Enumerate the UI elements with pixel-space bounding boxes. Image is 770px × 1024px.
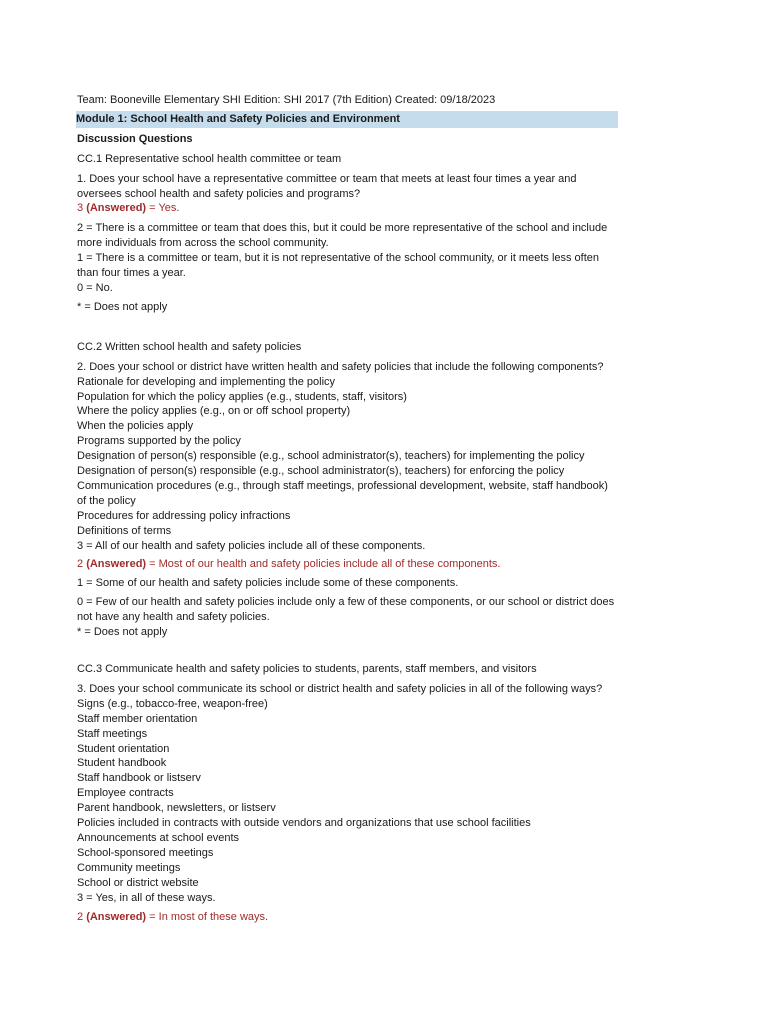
q3-item: Policies included in contracts with outside vendors and organizations that use school facilities [77,817,531,830]
q3-item: School or district website [77,876,199,889]
q1-answer [77,201,617,216]
q3-item: Staff meetings [77,727,148,740]
q2-item: Programs supported by the policy [77,435,241,448]
q2-item: Definitions of terms [77,524,172,537]
q2-option-na: * = Does not apply [77,626,168,639]
q2-option-0: 0 = Few of our health and safety policies include only a few of these components, or our school or district does not have any health and safety policies. [77,596,615,624]
q1-answer-text: = Yes. [149,202,180,215]
q1-option-0: 0 = No. [77,281,113,294]
q2-item: When the policies apply [77,420,194,433]
q3-item: Student handbook [77,757,167,770]
q1-answer-tag: (Answered) [86,202,147,215]
q3-item: Parent handbook, newsletters, or listserv [77,802,276,815]
q2-option-3: 3 = All of our health and safety policies include all of these components. [77,539,426,552]
q3-answer-text: = In most of these ways. [149,910,269,923]
q3-question: 3. Does your school communicate its school or district health and safety policies in all of the following ways? [77,682,603,695]
q2-answer-score: 2 [77,558,84,571]
q2-item: Designation of person(s) responsible (e.g., school administrator(s), teachers) for enforcing the policy [77,465,565,478]
q1-code: CC.1 Representative school health committee or team [77,152,342,165]
q1-answer-score: 3 [77,202,84,215]
q3-answer [77,910,617,925]
q1-option-1: 1 = There is a committee or team, but it is not representative of the school community, or it meets less often than four times a year. [77,252,600,280]
q3-item: Signs (e.g., tobacco-free, weapon-free) [77,697,268,710]
q1-option-2: 2 = There is a committee or team that does this, but it could be more representative of the school and include more individuals from across the school community. [77,222,608,250]
q2-answer-text: = Most of our health and safety policies include all of these components. [149,558,501,571]
document-body [77,93,617,924]
q2-option-1: 1 = Some of our health and safety policies include some of these components. [77,577,459,590]
q3-code: CC.3 Communicate health and safety policies to students, parents, staff members, and visitors [77,663,537,675]
q3-item: Student orientation [77,742,170,755]
q3-item: School-sponsored meetings [77,846,214,859]
q3-answer-score: 2 [77,910,84,923]
q1-option-na: * = Does not apply [77,300,168,313]
q3-item: Staff member orientation [77,712,198,725]
q2-code: CC.2 Written school health and safety policies [77,340,302,353]
q2-item: Communication procedures (e.g., through staff meetings, professional development, website, staff handbook) of the policy [77,479,608,507]
section-title: Discussion Questions [77,132,193,145]
q2-item: Population for which the policy applies (e.g., students, staff, visitors) [77,390,407,403]
q2-item: Designation of person(s) responsible (e.g., school administrator(s), teachers) for implementing the policy [77,450,585,463]
q3-item: Staff handbook or listserv [77,772,201,785]
q2-item: Procedures for addressing policy infractions [77,509,291,522]
q3-item: Announcements at school events [77,831,240,844]
q3-option-3: 3 = Yes, in all of these ways. [77,891,216,904]
q2-answer [77,557,617,572]
q3-item: Employee contracts [77,787,174,800]
q2-question: 2. Does your school or district have written health and safety policies that include the following components? [77,360,604,373]
q1-question: 1. Does your school have a representative committee or team that meets at least four times a year and oversees school health and safety policies and programs? [77,172,577,200]
q3-item: Community meetings [77,861,181,874]
q2-item: Where the policy applies (e.g., on or off school property) [77,405,351,418]
q3-answer-tag: (Answered) [86,910,147,923]
q2-item: Rationale for developing and implementing the policy [77,375,336,388]
q2-answer-tag: (Answered) [86,558,147,571]
module-title: Module 1: School Health and Safety Policies and Environment [76,111,618,128]
doc-header: Team: Booneville Elementary SHI Edition: SHI 2017 (7th Edition) Created: 09/18/2023 [77,94,496,106]
